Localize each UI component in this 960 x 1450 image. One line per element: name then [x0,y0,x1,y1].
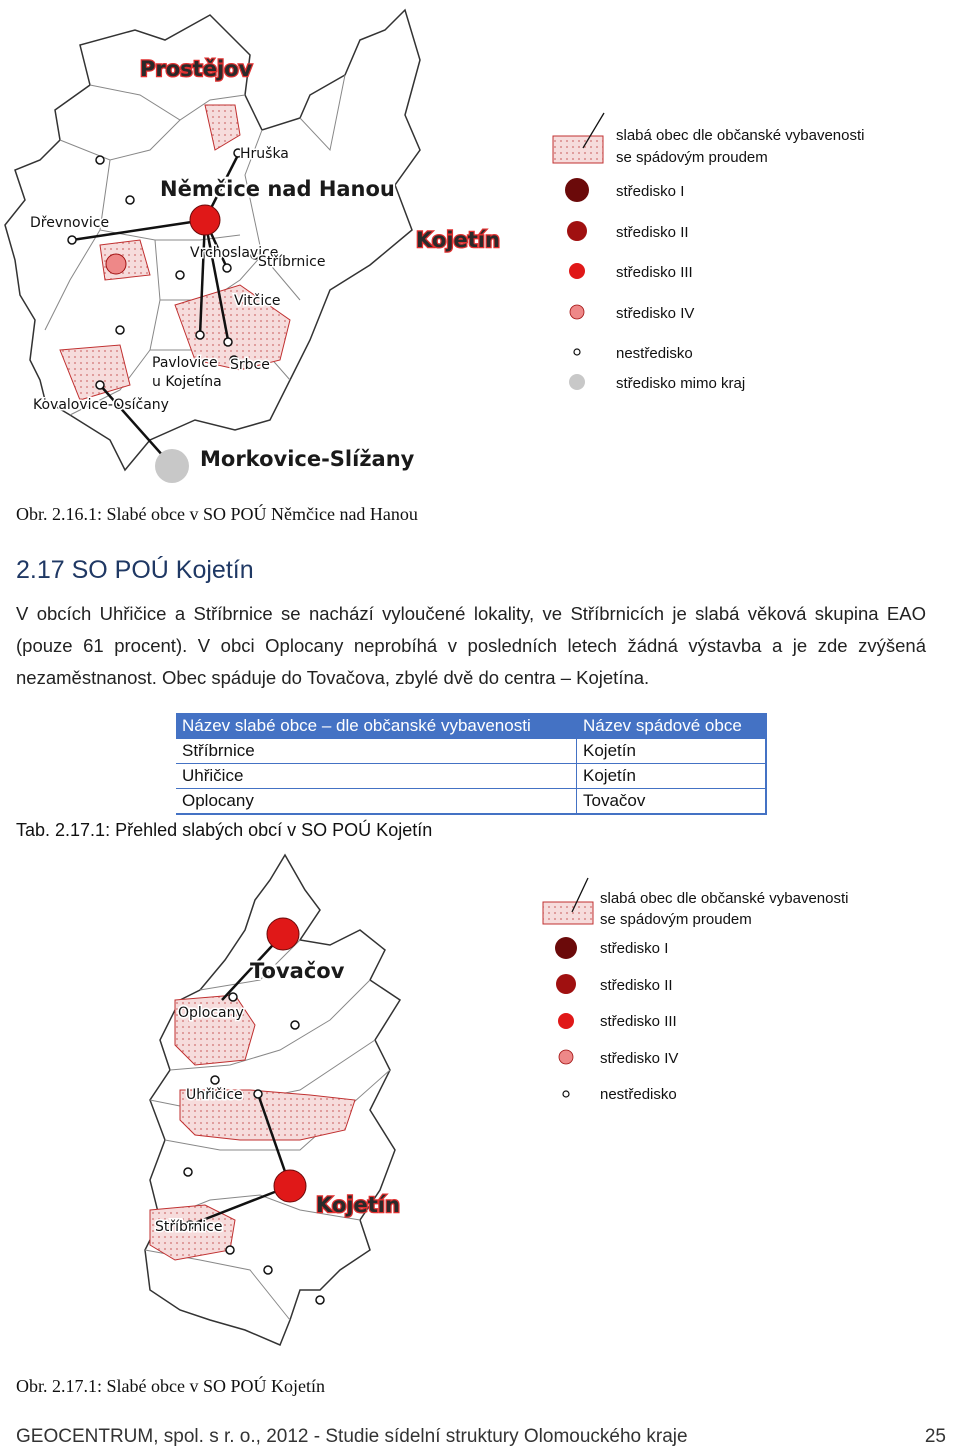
section-heading: 2.17 SO POÚ Kojetín [16,556,254,584]
label-oplocany: Oplocany [178,1005,244,1021]
legend-non-icon [574,349,580,355]
legend2-s1-icon [555,937,577,959]
weak-municipalities-table [176,713,767,815]
label-pavlovice: Pavlovice [152,355,218,371]
table-header-weak: Název slabé obce – dle občanské vybavenosti [176,713,577,739]
map-nemcice [0,0,960,495]
svg-text:středisko II: středisko II [600,977,673,994]
page-footer [16,1426,946,1448]
label-morkovice: Morkovice-Slížany [200,447,415,471]
centre-kojetin [274,1170,306,1202]
svg-text:se spádovým proudem: se spádovým proudem [600,911,752,928]
label-prostejov: Prostějov [140,57,253,81]
footer-text: GEOCENTRUM, spol. s r. o., 2012 - Studie sídelní struktury Olomouckého kraje [16,1426,688,1447]
table-row [176,764,766,789]
svg-text:středisko III: středisko III [600,1013,677,1030]
svg-text:středisko I: středisko I [616,183,685,200]
legend-map1 [553,113,865,392]
map-kojetin [0,850,960,1370]
label-drevnovice: Dřevnovice [30,215,110,231]
table-cell: Uhřičice [176,764,577,789]
svg-text:slabá obec dle občanské vybave: slabá obec dle občanské vybavenosti [616,127,865,144]
svg-text:nestředisko: nestředisko [616,345,693,362]
label-pavlovice-2: u Kojetína [152,374,222,390]
legend2-s4-icon [559,1050,573,1064]
label-kojetin-2: Kojetín [316,1193,400,1217]
svg-text:středisko IV: středisko IV [616,305,695,322]
svg-text:středisko II: středisko II [616,224,689,241]
label-stribrnice: Stříbrnice [258,254,326,270]
svg-text:středisko IV: středisko IV [600,1050,679,1067]
svg-text:nestředisko: nestředisko [600,1086,677,1103]
table-cell: Tovačov [577,789,767,815]
legend-s4-icon [570,305,584,319]
label-hruska: Hruška [240,146,289,162]
centre-drevnovice [106,254,126,274]
label-tovacov: Tovačov [250,959,345,983]
label-nemcice: Němčice nad Hanou [160,177,395,201]
label-kojetin: Kojetín [416,228,500,252]
label-vrchoslavice: Vrchoslavice [190,245,279,261]
svg-text:se spádovým proudem: se spádovým proudem [616,149,768,166]
label-vitcice: Vitčice [234,293,281,309]
label-srbce: Srbce [230,357,270,373]
label-stribrnice-2: Stříbrnice [155,1219,223,1235]
table-row [176,739,766,764]
table-cell: Kojetín [577,764,767,789]
svg-text:středisko mimo kraj: středisko mimo kraj [616,375,746,392]
legend-s1-icon [565,178,589,202]
table-caption: Tab. 2.17.1: Přehled slabých obcí v SO POÚ Kojetín [16,820,433,840]
legend2-s3-icon [558,1013,574,1029]
label-uhricice: Uhřičice [186,1087,243,1103]
figure-caption-2: Obr. 2.17.1: Slabé obce v SO POÚ Kojetín [16,1376,325,1396]
figure-caption-1: Obr. 2.16.1: Slabé obce v SO POÚ Němčice nad Hanou [16,504,418,524]
table-row [176,789,766,815]
legend2-s2-icon [556,974,576,994]
svg-text:slabá obec dle občanské vybave: slabá obec dle občanské vybavenosti [600,890,849,907]
legend2-non-icon [563,1091,569,1097]
centre-nemcice [190,205,220,235]
legend-map2 [543,878,849,1103]
svg-text:středisko III: středisko III [616,264,693,281]
table-cell: Stříbrnice [176,739,577,764]
table-cell: Kojetín [577,739,767,764]
page-number: 25 [924,1426,946,1447]
table-header-target: Název spádové obce [577,713,767,739]
paragraph: V obcích Uhřičice a Stříbrnice se nachází vyloučené lokality, ve Stříbrnicích je slabá věková skupina EAO (pouze 61 procent). V obci Oplocany neprobíhá v posledních letech žádná výstavba a je zde zvýšená nezaměstnanost. Obec spáduje do Tovačova, zbylé dvě do centra – Kojetína. [16,603,926,688]
table-cell: Oplocany [176,789,577,815]
section-body [16,598,926,694]
legend-outside-icon [569,374,585,390]
centre-tovacov [267,918,299,950]
label-kovalovice: Kovalovice-Osíčany [33,397,169,413]
legend-s2-icon [567,221,587,241]
legend-s3-icon [569,263,585,279]
svg-text:středisko I: středisko I [600,940,669,957]
centre-morkovice [155,449,189,483]
